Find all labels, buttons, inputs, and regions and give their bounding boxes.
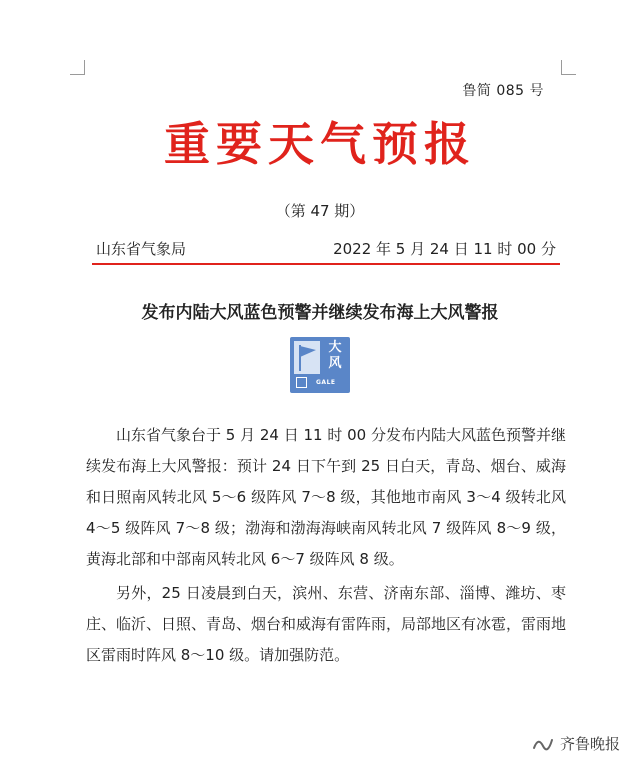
document-number: 鲁简 085 号: [462, 83, 544, 99]
warning-code: GALE: [316, 379, 336, 386]
crop-mark-top-right: [561, 60, 576, 75]
headline: 发布内陆大风蓝色预警并继续发布海上大风警报: [141, 303, 499, 323]
issuing-agency: 山东省气象局: [96, 240, 187, 258]
paragraph-1: 山东省气象台于 5 月 24 日 11 时 00 分发布内陆大风蓝色预警并继续发布海上大风警报：预计 24 日下午到 25 日白天，青岛、烟台、威海和日照南风转北风 5～6 级阵风 7～8 级，其他地市南风 3～4 级转北风 4～5 级阵风 7～8 级；渤海和渤海海峡南风转北风 7 级阵风 8～9 级，黄海北部和中部南风转北风 6～7 级阵风 8 级。: [86, 426, 566, 568]
issue-number: （第 47 期）: [275, 202, 365, 220]
watermark-text: 齐鲁晚报: [559, 735, 620, 753]
gale-blue-warning-icon: [290, 337, 350, 393]
paragraph-2: 另外，25 日凌晨到白天，滨州、东营、济南东部、淄博、潍坊、枣庄、临沂、日照、青岛、烟台和威海有雷阵雨，局部地区有冰雹，雷雨地区雷雨时阵风 8～10 级。请加强防范。: [86, 584, 567, 664]
watermark: [532, 733, 620, 754]
issue-datetime: 2022 年 5 月 24 日 11 时 00 分: [333, 240, 556, 258]
crop-mark-top-left: [70, 60, 85, 75]
warning-text-line2: 风: [328, 356, 342, 371]
wechat-channel-icon: [532, 736, 554, 752]
warning-text-line1: 大: [328, 340, 342, 355]
document-title: 重要天气预报: [164, 117, 476, 171]
warning-badge-icon: [296, 377, 307, 388]
body-text: [86, 420, 566, 671]
red-divider: [92, 263, 560, 265]
